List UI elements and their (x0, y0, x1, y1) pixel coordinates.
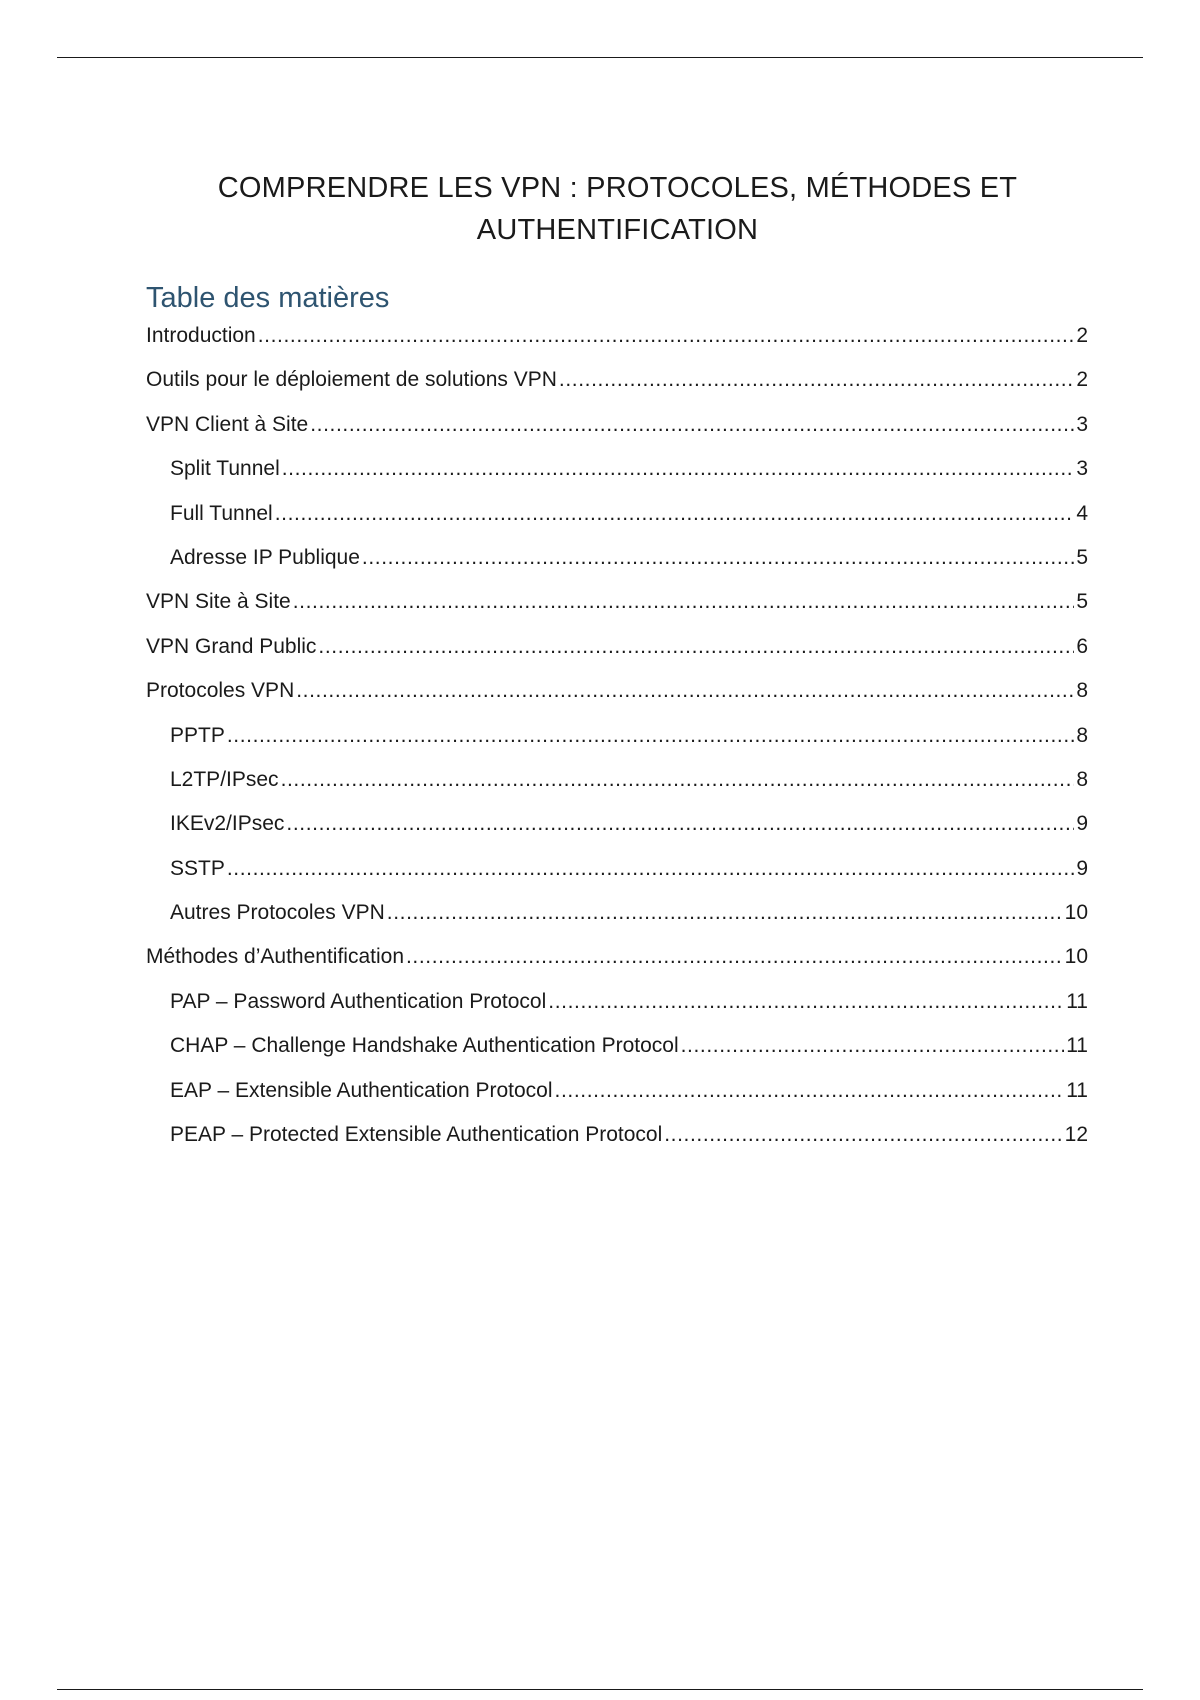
toc-entry-page: 11 (1066, 989, 1088, 1013)
document-title-line-1: COMPRENDRE LES VPN : PROTOCOLES, MÉTHODES ET (217, 172, 1018, 204)
toc-entry-page: 9 (1076, 856, 1088, 880)
toc-entry-page: 10 (1064, 901, 1088, 925)
toc-entry-label: Protocoles VPN (146, 679, 295, 703)
toc-dot-leader (282, 449, 1075, 489)
toc-entry-label: VPN Grand Public (146, 634, 317, 658)
toc-entry-label: Full Tunnel (170, 501, 273, 525)
toc-dot-leader (318, 627, 1074, 667)
toc-entry[interactable] (146, 1115, 1088, 1159)
toc-entry-page: 3 (1076, 412, 1088, 436)
document-title-line-2: AUTHENTIFICATION (476, 214, 759, 246)
toc-dot-leader (296, 671, 1074, 711)
toc-entry[interactable] (146, 1026, 1088, 1070)
toc-dot-leader (362, 538, 1074, 578)
toc-entry[interactable] (146, 893, 1088, 937)
toc-dot-leader (559, 360, 1074, 400)
toc-entry[interactable] (146, 671, 1088, 715)
toc-entry[interactable] (146, 1071, 1088, 1115)
toc-entry[interactable] (146, 627, 1088, 671)
toc-entry-page: 4 (1076, 501, 1088, 525)
toc-entry-label: PPTP (170, 723, 225, 747)
toc-entry-page: 8 (1076, 679, 1088, 703)
toc-entry[interactable] (146, 360, 1088, 404)
toc-entry-page: 2 (1076, 368, 1088, 392)
toc-entry-page: 5 (1076, 590, 1088, 614)
toc-dot-leader (548, 982, 1064, 1022)
toc-entry-label: Méthodes d’Authentification (146, 945, 404, 969)
toc-entry-label: L2TP/IPsec (170, 767, 279, 791)
toc-entry[interactable] (146, 937, 1088, 981)
toc-entry-label: PEAP – Protected Extensible Authentication Protocol (170, 1123, 663, 1147)
toc-entry[interactable] (146, 716, 1088, 760)
toc-entry[interactable] (146, 760, 1088, 804)
toc-entry[interactable] (146, 538, 1088, 582)
toc-dot-leader (681, 1026, 1065, 1066)
toc-dot-leader (227, 849, 1074, 889)
header-rule (57, 57, 1143, 58)
toc-entry-page: 11 (1066, 1078, 1088, 1102)
toc-dot-leader (406, 937, 1063, 977)
footer-rule (57, 1689, 1143, 1690)
toc-entry-label: VPN Site à Site (146, 590, 291, 614)
toc-dot-leader (227, 716, 1074, 756)
document-title (146, 167, 1089, 251)
toc-entry-label: CHAP – Challenge Handshake Authentication Protocol (170, 1034, 679, 1058)
toc-dot-leader (387, 893, 1063, 933)
toc-dot-leader (286, 804, 1074, 844)
toc-entry-page: 2 (1076, 324, 1088, 347)
toc-entry[interactable] (146, 849, 1088, 893)
toc-entry-page: 8 (1076, 723, 1088, 747)
toc-entry[interactable] (146, 804, 1088, 848)
toc-heading: Table des matières (146, 282, 390, 314)
toc-dot-leader (281, 760, 1075, 800)
toc-entry[interactable] (146, 405, 1088, 449)
toc-entry[interactable] (146, 316, 1088, 360)
toc-entry-label: SSTP (170, 856, 225, 880)
toc-dot-leader (293, 582, 1075, 622)
toc-entry-page: 6 (1076, 634, 1088, 658)
toc-entry-label: IKEv2/IPsec (170, 812, 285, 836)
toc-entry-page: 8 (1076, 767, 1088, 791)
toc-dot-leader (258, 316, 1075, 356)
toc-dot-leader (310, 405, 1074, 445)
table-of-contents (146, 316, 1088, 1159)
toc-entry[interactable] (146, 449, 1088, 493)
toc-entry[interactable] (146, 582, 1088, 626)
toc-dot-leader (555, 1071, 1065, 1111)
toc-entry-label: VPN Client à Site (146, 412, 309, 436)
toc-entry-label: Adresse IP Publique (170, 545, 360, 569)
toc-entry-page: 11 (1066, 1034, 1088, 1058)
toc-entry[interactable] (146, 494, 1088, 538)
toc-entry-label: EAP – Extensible Authentication Protocol (170, 1078, 553, 1102)
toc-dot-leader (664, 1115, 1062, 1155)
toc-entry[interactable] (146, 982, 1088, 1026)
toc-entry-page: 5 (1076, 545, 1088, 569)
toc-entry-page: 3 (1076, 457, 1088, 481)
toc-entry-label: PAP – Password Authentication Protocol (170, 989, 547, 1013)
toc-entry-page: 10 (1064, 945, 1088, 969)
toc-entry-label: Autres Protocoles VPN (170, 901, 385, 925)
toc-entry-page: 12 (1064, 1123, 1088, 1147)
toc-entry-label: Outils pour le déploiement de solutions VPN (146, 368, 557, 392)
toc-entry-page: 9 (1076, 812, 1088, 836)
toc-dot-leader (275, 494, 1075, 534)
toc-entry-label: Split Tunnel (170, 457, 280, 481)
toc-entry-label: Introduction (146, 324, 256, 347)
